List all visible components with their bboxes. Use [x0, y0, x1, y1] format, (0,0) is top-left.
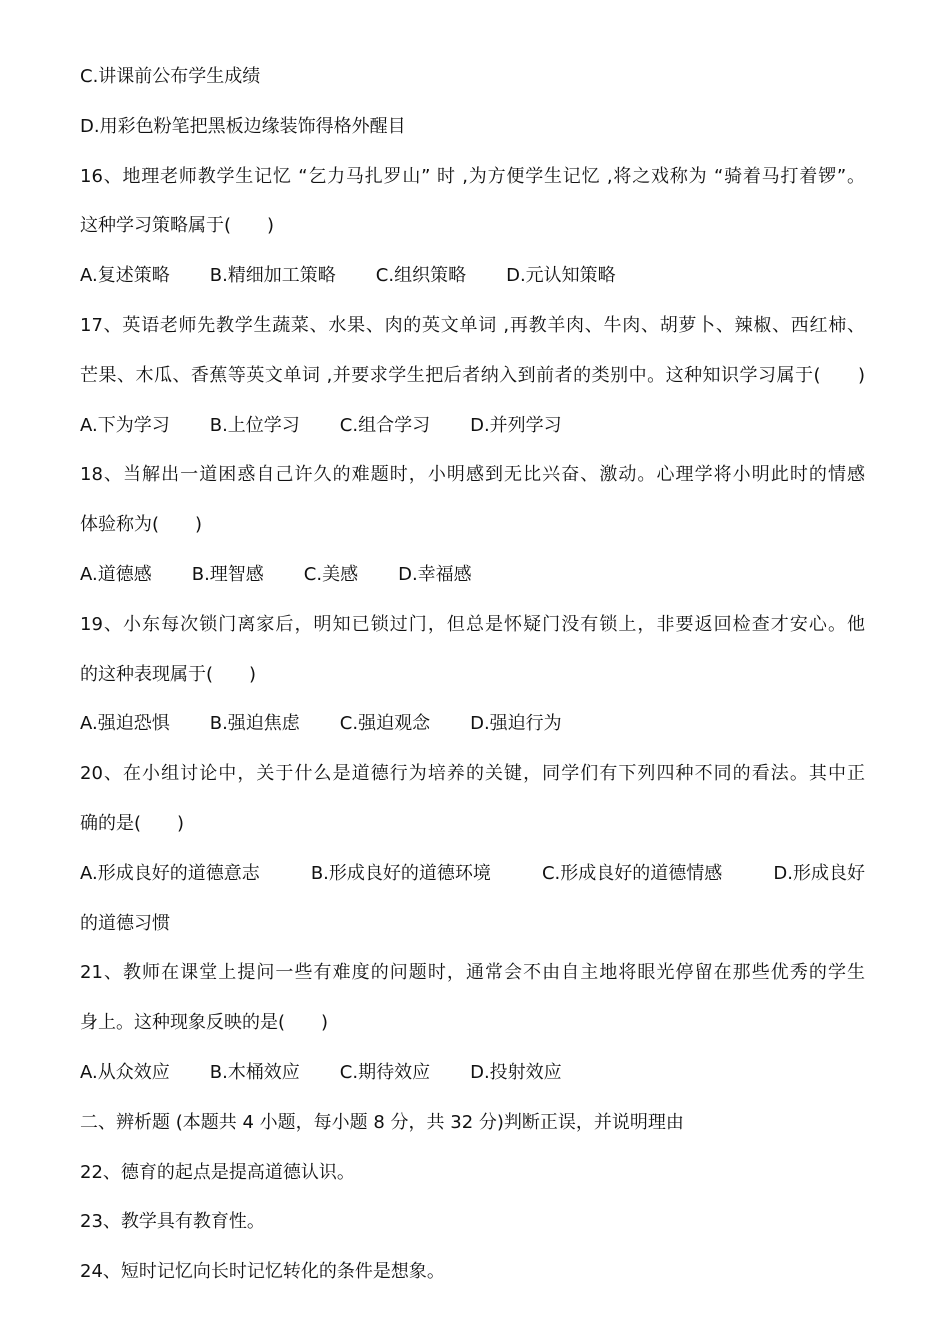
- option-text: C.强迫观念: [339, 713, 431, 735]
- option-text: D.元认知策略: [506, 265, 616, 287]
- text-line: 的这种表现属于( ): [80, 663, 257, 685]
- text-line: 16、地理老师教学生记忆 “乞力马扎罗山” 时 ,为方便学生记忆 ,将之戏称为 “骑着马打着锣”。: [80, 165, 865, 187]
- text-line: 确的是( ): [80, 812, 185, 834]
- option-text: D.投射效应: [470, 1061, 562, 1083]
- option-text: D.强迫行为: [470, 713, 562, 735]
- text-line: 17、英语老师先教学生蔬菜、水果、肉的英文单词 ,再教羊肉、牛肉、胡萝卜、辣椒、西红柿、: [80, 314, 865, 336]
- option-text: A.从众效应: [80, 1061, 170, 1083]
- text-line: D.用彩色粉笔把黑板边缘装饰得格外醒目: [80, 115, 406, 137]
- option-text: C.组合学习: [339, 414, 431, 436]
- text-line: 这种学习策略属于( ): [80, 215, 275, 237]
- text-line: 身上。这种现象反映的是( ): [80, 1012, 329, 1034]
- text-line: 二、辨析题 (本题共 4 小题，每小题 8 分，共 32 分)判断正误，并说明理由: [80, 1111, 684, 1133]
- option-text: C.美感: [303, 563, 359, 585]
- text-line: 芒果、木瓜、香蕉等英文单词 ,并要求学生把后者纳入到前者的类别中。这种知识学习属于( ): [80, 364, 865, 386]
- option-text: D.并列学习: [470, 414, 562, 436]
- text-line: 19、小东每次锁门离家后，明知已锁过门，但总是怀疑门没有锁上，非要返回检查才安心。他: [80, 613, 865, 635]
- option-row: [80, 699, 865, 749]
- text-line: 21、教师在课堂上提问一些有难度的问题时，通常会不由自主地将眼光停留在那些优秀的学生: [80, 962, 865, 984]
- option-text: B.形成良好的道德环境: [310, 862, 491, 884]
- text-line: 20、在小组讨论中，关于什么是道德行为培养的关键，同学们有下列四种不同的看法。其中正: [80, 763, 865, 785]
- option-text: C.组织策略: [375, 265, 467, 287]
- exam-page: [80, 52, 865, 1297]
- option-text: A.强迫恐惧: [80, 713, 170, 735]
- option-text: B.强迫焦虑: [209, 713, 300, 735]
- text-line: 24、短时记忆向长时记忆转化的条件是想象。: [80, 1261, 445, 1283]
- option-text: B.精细加工策略: [209, 265, 336, 287]
- option-text: A.复述策略: [80, 265, 170, 287]
- text-line: 18、当解出一道困惑自己许久的难题时，小明感到无比兴奋、激动。心理学将小明此时的情感: [80, 464, 865, 486]
- option-text: D.形成良好: [773, 862, 865, 884]
- option-text: C.期待效应: [339, 1061, 431, 1083]
- option-text: B.上位学习: [209, 414, 300, 436]
- text-line: 的道德习惯: [80, 912, 170, 934]
- option-text: B.木桶效应: [209, 1061, 300, 1083]
- option-text: A.道德感: [80, 563, 152, 585]
- option-row: [80, 401, 865, 451]
- option-text: C.形成良好的道德情感: [541, 862, 723, 884]
- option-row: [80, 550, 865, 600]
- option-row: [80, 251, 865, 301]
- option-text: A.形成良好的道德意志: [80, 862, 260, 884]
- option-text: B.理智感: [191, 563, 264, 585]
- text-line: 23、教学具有教育性。: [80, 1211, 265, 1233]
- text-line: 22、德育的起点是提高道德认识。: [80, 1161, 355, 1183]
- option-text: A.下为学习: [80, 414, 170, 436]
- text-line: C.讲课前公布学生成绩: [80, 66, 261, 87]
- text-line: 体验称为( ): [80, 514, 203, 536]
- option-row: [80, 849, 865, 899]
- option-row: [80, 1048, 865, 1098]
- option-text: D.幸福感: [398, 563, 472, 585]
